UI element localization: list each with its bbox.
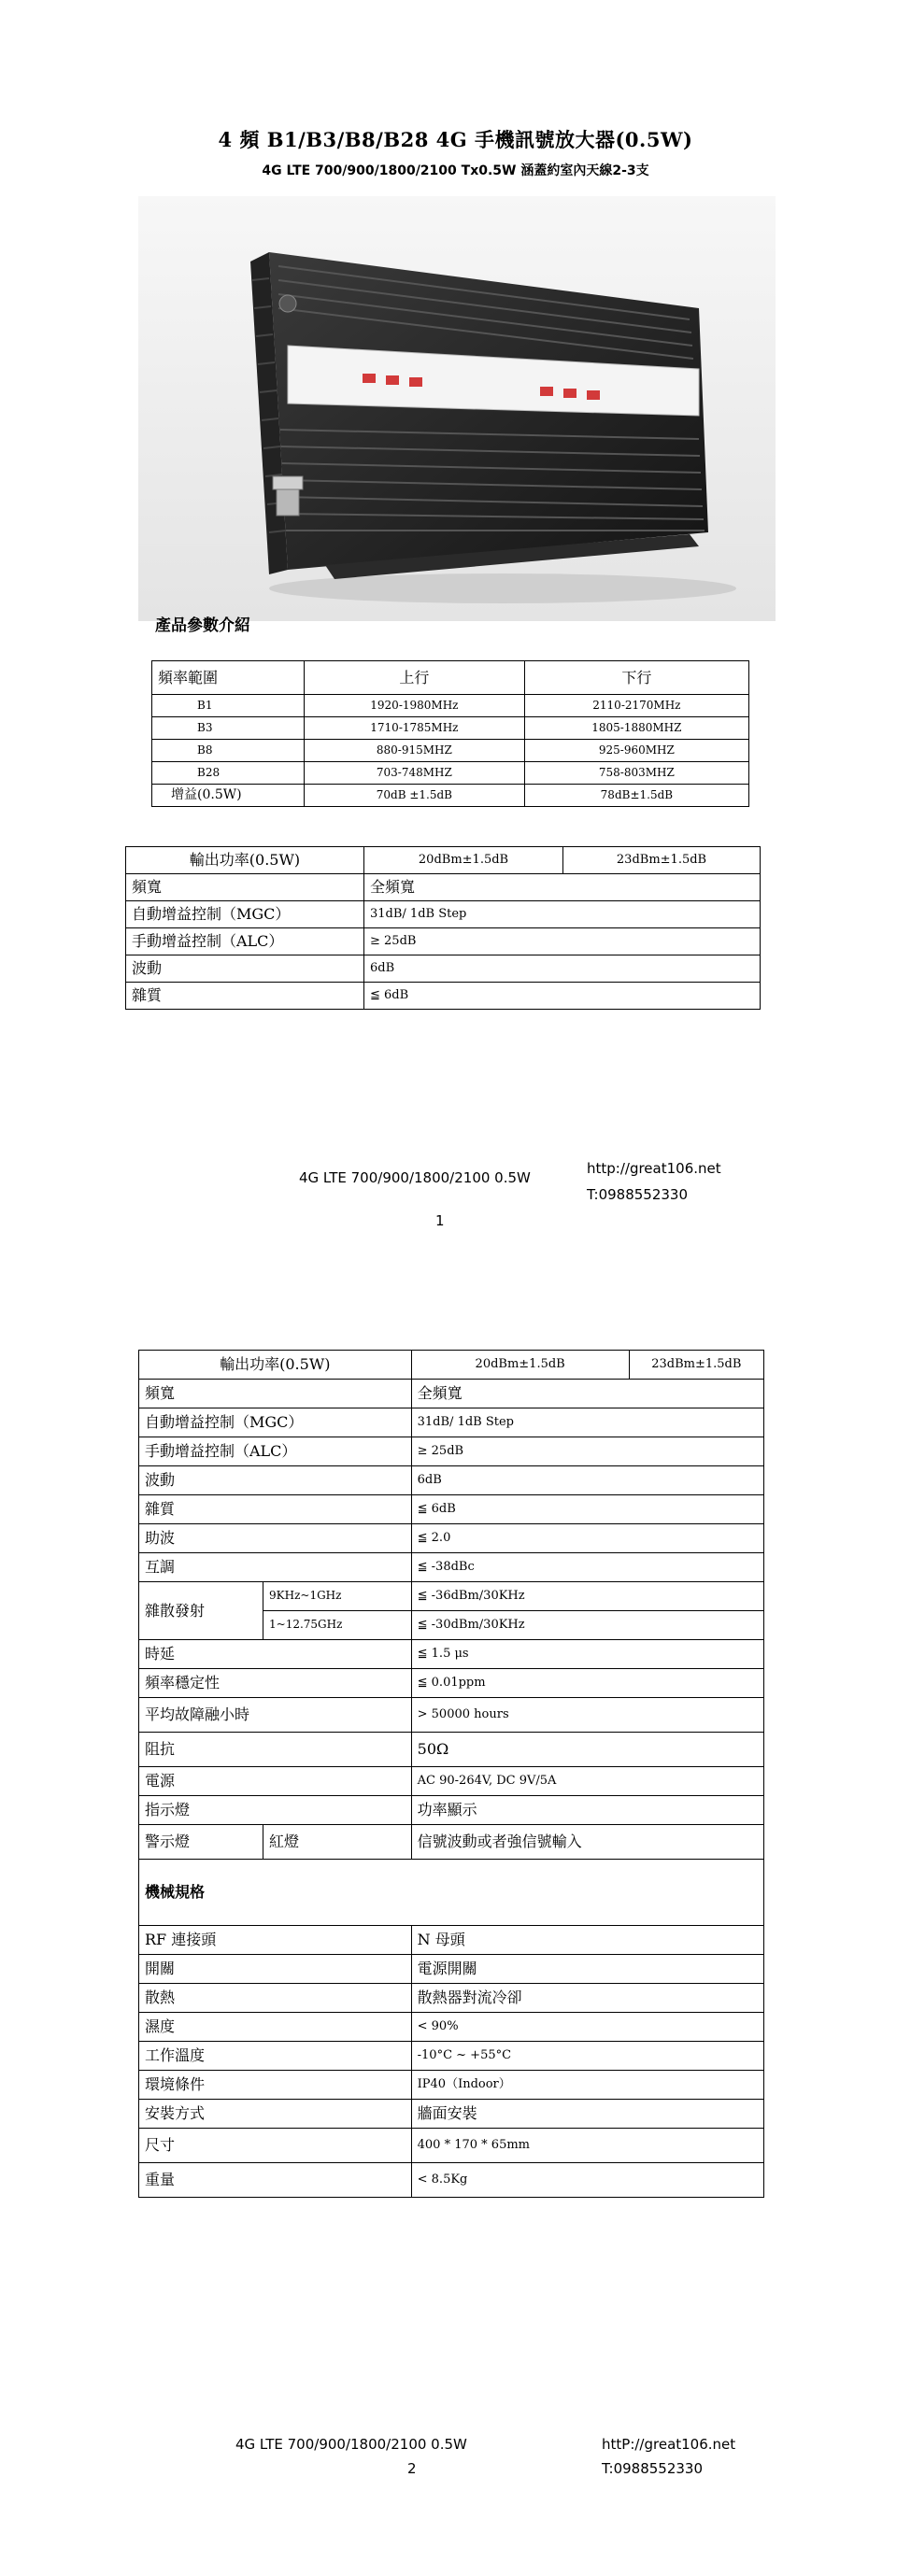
spec-value: ≦ -38dBc bbox=[411, 1553, 763, 1582]
footer-url: httP://great106.net bbox=[602, 2436, 736, 2453]
spec-value: ≦ 6dB bbox=[364, 983, 761, 1010]
spec-value: 牆面安裝 bbox=[411, 2100, 763, 2129]
spec-value: 6dB bbox=[364, 955, 761, 983]
uplink-cell: 880-915MHZ bbox=[305, 740, 525, 762]
spec-value: ≦ -30dBm/30KHz bbox=[411, 1611, 763, 1640]
table-row bbox=[139, 1825, 764, 1860]
spec-value: > 50000 hours bbox=[411, 1698, 763, 1733]
table-row bbox=[139, 1669, 764, 1698]
spec-table-page1 bbox=[125, 846, 761, 1010]
spec-label: 環境條件 bbox=[139, 2071, 412, 2100]
table-row bbox=[152, 740, 749, 762]
band-cell: B1 bbox=[152, 695, 305, 717]
table-row bbox=[152, 717, 749, 740]
table-row bbox=[139, 1351, 764, 1380]
downlink-cell: 78dB±1.5dB bbox=[524, 785, 748, 807]
table-row bbox=[139, 1796, 764, 1825]
footer-url: http://great106.net bbox=[587, 1160, 721, 1177]
footer-model: 4G LTE 700/900/1800/2100 0.5W bbox=[299, 1169, 531, 1186]
table-row bbox=[139, 2042, 764, 2071]
spec-value: 50Ω bbox=[411, 1733, 763, 1767]
spec-label: 自動增益控制（MGC） bbox=[139, 1408, 412, 1437]
spec-value: ≦ 0.01ppm bbox=[411, 1669, 763, 1698]
table-row bbox=[139, 2129, 764, 2163]
alarm-label: 警示燈 bbox=[139, 1825, 263, 1860]
spec-label: 手動增益控制（ALC） bbox=[139, 1437, 412, 1466]
mech-spec-header: 機械規格 bbox=[139, 1860, 764, 1926]
spec-label: 散熱 bbox=[139, 1984, 412, 2013]
spec-value: ≦ 6dB bbox=[411, 1495, 763, 1524]
spec-value: 散熱器對流冷卻 bbox=[411, 1984, 763, 2013]
spec-label: 波動 bbox=[139, 1466, 412, 1495]
table-row bbox=[139, 1767, 764, 1796]
table-row bbox=[139, 1437, 764, 1466]
table-row bbox=[139, 2013, 764, 2042]
spec-value: ≦ 2.0 bbox=[411, 1524, 763, 1553]
header-uplink: 上行 bbox=[305, 661, 525, 695]
spec-value: 全頻寬 bbox=[364, 874, 761, 901]
spec-value: 功率顯示 bbox=[411, 1796, 763, 1825]
spec-value: 全頻寬 bbox=[411, 1380, 763, 1408]
spec-label: 平均故障融小時 bbox=[139, 1698, 412, 1733]
table-row bbox=[152, 785, 749, 807]
spec-label: 時延 bbox=[139, 1640, 412, 1669]
spec-value: ≦ -36dBm/30KHz bbox=[411, 1582, 763, 1611]
spec-value: IP40（Indoor） bbox=[411, 2071, 763, 2100]
table-row bbox=[139, 1582, 764, 1611]
uplink-cell: 70dB ±1.5dB bbox=[305, 785, 525, 807]
spec-label: 安裝方式 bbox=[139, 2100, 412, 2129]
page-number: 2 bbox=[407, 2460, 417, 2477]
footer-model: 4G LTE 700/900/1800/2100 0.5W bbox=[235, 2436, 467, 2453]
output-up-cell: 20dBm±1.5dB bbox=[411, 1351, 629, 1380]
table-row bbox=[126, 901, 761, 928]
spec-label: 手動增益控制（ALC） bbox=[126, 928, 364, 955]
spec-value: AC 90-264V, DC 9V/5A bbox=[411, 1767, 763, 1796]
downlink-cell: 758-803MHZ bbox=[524, 762, 748, 785]
table-row bbox=[139, 2163, 764, 2198]
product-photo bbox=[138, 196, 776, 621]
downlink-cell: 1805-1880MHZ bbox=[524, 717, 748, 740]
output-power-label: 輸出功率(0.5W) bbox=[126, 847, 364, 874]
spec-value: 31dB/ 1dB Step bbox=[411, 1408, 763, 1437]
table-row bbox=[139, 1640, 764, 1669]
section-title-product-params: 產品參數介紹 bbox=[155, 616, 250, 635]
output-down-cell: 23dBm±1.5dB bbox=[629, 1351, 763, 1380]
table-row bbox=[139, 1955, 764, 1984]
table-row bbox=[152, 762, 749, 785]
spec-value: -10°C ~ +55°C bbox=[411, 2042, 763, 2071]
table-row bbox=[152, 695, 749, 717]
spurious-label: 雜散發射 bbox=[139, 1582, 263, 1640]
spec-value: 電源開關 bbox=[411, 1955, 763, 1984]
spec-label: 工作溫度 bbox=[139, 2042, 412, 2071]
spec-value: < 90% bbox=[411, 2013, 763, 2042]
spec-label: 電源 bbox=[139, 1767, 412, 1796]
spec-label: 重量 bbox=[139, 2163, 412, 2198]
table-row bbox=[139, 1733, 764, 1767]
table-row bbox=[139, 1984, 764, 2013]
table-row bbox=[139, 2071, 764, 2100]
table-row bbox=[126, 955, 761, 983]
spec-label: 雜質 bbox=[139, 1495, 412, 1524]
spec-label: RF 連接頭 bbox=[139, 1926, 412, 1955]
spec-value: 400 * 170 * 65mm bbox=[411, 2129, 763, 2163]
spec-value: ≥ 25dB bbox=[364, 928, 761, 955]
downlink-cell: 2110-2170MHz bbox=[524, 695, 748, 717]
table-row bbox=[139, 1408, 764, 1437]
spec-table-page2 bbox=[138, 1350, 764, 2198]
spec-label: 阻抗 bbox=[139, 1733, 412, 1767]
table-row bbox=[126, 983, 761, 1010]
output-down-cell: 23dBm±1.5dB bbox=[563, 847, 761, 874]
amplifier-device-image bbox=[138, 196, 776, 621]
table-row bbox=[139, 1926, 764, 1955]
uplink-cell: 1920-1980MHz bbox=[305, 695, 525, 717]
spec-label: 尺寸 bbox=[139, 2129, 412, 2163]
spec-label: 指示燈 bbox=[139, 1796, 412, 1825]
spec-label: 波動 bbox=[126, 955, 364, 983]
band-cell: B3 bbox=[152, 717, 305, 740]
spec-value: 6dB bbox=[411, 1466, 763, 1495]
spec-label: 頻率穩定性 bbox=[139, 1669, 412, 1698]
document-title: 4 頻 B1/B3/B8/B28 4G 手機訊號放大器(0.5W) bbox=[218, 128, 693, 151]
table-row bbox=[139, 1380, 764, 1408]
spec-value: < 8.5Kg bbox=[411, 2163, 763, 2198]
spec-label: 頻寬 bbox=[126, 874, 364, 901]
downlink-cell: 925-960MHZ bbox=[524, 740, 748, 762]
frequency-table bbox=[151, 660, 749, 807]
spec-label: 濕度 bbox=[139, 2013, 412, 2042]
footer-phone: T:0988552330 bbox=[587, 1186, 689, 1203]
spec-label: 頻寬 bbox=[139, 1380, 412, 1408]
band-cell: B8 bbox=[152, 740, 305, 762]
table-row bbox=[126, 847, 761, 874]
gain-label-cell: 增益(0.5W) bbox=[152, 785, 305, 807]
table-row bbox=[126, 928, 761, 955]
header-downlink: 下行 bbox=[524, 661, 748, 695]
table-row bbox=[139, 1524, 764, 1553]
spec-value: 31dB/ 1dB Step bbox=[364, 901, 761, 928]
alarm-sub: 紅燈 bbox=[263, 1825, 412, 1860]
spec-value: ≥ 25dB bbox=[411, 1437, 763, 1466]
spec-value: ≦ 1.5 μs bbox=[411, 1640, 763, 1669]
uplink-cell: 1710-1785MHz bbox=[305, 717, 525, 740]
spurious-range: 9KHz~1GHz bbox=[263, 1582, 412, 1611]
table-row bbox=[139, 1495, 764, 1524]
table-row bbox=[139, 1553, 764, 1582]
page-number: 1 bbox=[435, 1212, 445, 1229]
output-power-label: 輸出功率(0.5W) bbox=[139, 1351, 412, 1380]
spec-label: 助波 bbox=[139, 1524, 412, 1553]
spec-label: 互調 bbox=[139, 1553, 412, 1582]
spec-label: 自動增益控制（MGC） bbox=[126, 901, 364, 928]
spec-value: 信號波動或者強信號輸入 bbox=[411, 1825, 763, 1860]
spec-label: 雜質 bbox=[126, 983, 364, 1010]
table-row bbox=[139, 1860, 764, 1926]
band-cell: B28 bbox=[152, 762, 305, 785]
output-up-cell: 20dBm±1.5dB bbox=[364, 847, 563, 874]
table-row bbox=[126, 874, 761, 901]
spec-value: N 母頭 bbox=[411, 1926, 763, 1955]
table-row bbox=[139, 1466, 764, 1495]
document-subtitle: 4G LTE 700/900/1800/2100 Tx0.5W 涵蓋約室內天線2-3支 bbox=[262, 163, 649, 178]
uplink-cell: 703-748MHZ bbox=[305, 762, 525, 785]
table-row bbox=[139, 1698, 764, 1733]
spec-label: 開關 bbox=[139, 1955, 412, 1984]
header-freq-range: 頻率範圍 bbox=[152, 661, 305, 695]
table-row bbox=[139, 2100, 764, 2129]
footer-phone: T:0988552330 bbox=[602, 2460, 704, 2477]
spurious-range: 1~12.75GHz bbox=[263, 1611, 412, 1640]
